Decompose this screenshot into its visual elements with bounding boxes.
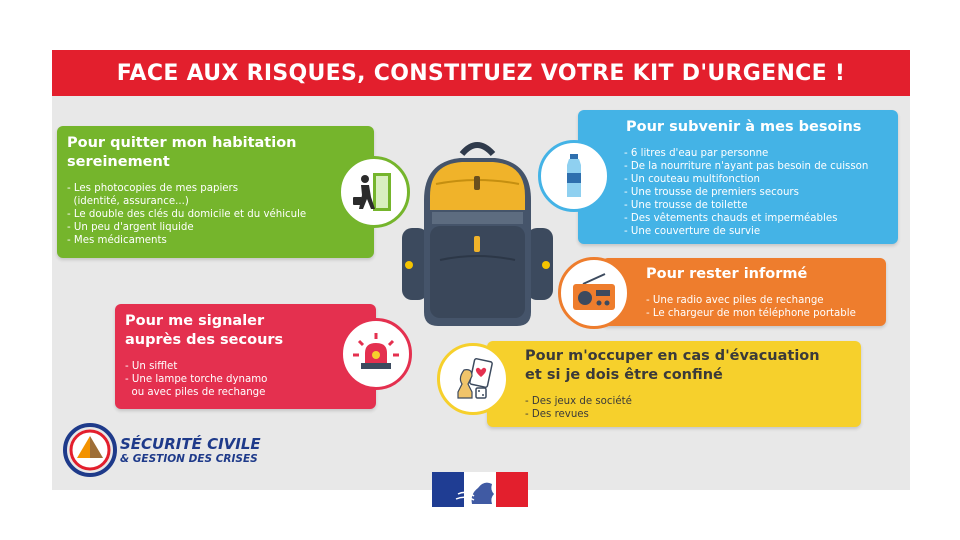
list-item: - Le double des clés du domicile et du véhicule <box>67 209 307 220</box>
list-item: - Une radio avec piles de rechange <box>646 295 824 306</box>
card-signal-rescue <box>115 304 376 409</box>
list-item: - 6 litres d'eau par personne <box>624 148 769 159</box>
marianne-emblem <box>432 472 528 507</box>
person-leaving-door-icon <box>338 156 410 228</box>
card-list <box>646 294 872 320</box>
list-item: - Des vêtements chauds et imperméables <box>624 213 838 224</box>
list-item: - Une trousse de toilette <box>624 200 748 211</box>
card-list <box>624 147 884 238</box>
card-title: Pour rester informé <box>646 266 808 282</box>
logo-line-2: & GESTION DES CRISES <box>120 453 258 465</box>
card-leave-home <box>57 126 374 258</box>
list-item: - Des revues <box>525 409 589 420</box>
card-list <box>525 395 847 421</box>
card-stay-busy <box>487 341 861 427</box>
logo-wordmark <box>120 436 261 465</box>
list-item: - Une lampe torche dynamo <box>125 374 268 385</box>
card-stay-informed <box>602 258 886 326</box>
list-item: ou avec piles de rechange <box>125 387 266 398</box>
list-item: - Une couverture de survie <box>624 226 761 237</box>
card-list <box>67 182 364 247</box>
board-games-icon <box>437 343 509 415</box>
card-title: Pour m'occuper en cas d'évacuation et si je dois être confiné <box>525 348 820 383</box>
list-item: - Un couteau multifonction <box>624 174 760 185</box>
card-title: Pour subvenir à mes besoins <box>626 119 862 135</box>
card-list <box>125 360 366 399</box>
list-item: - Mes médicaments <box>67 235 167 246</box>
list-item: (identité, assurance...) <box>67 196 189 207</box>
water-bottle-icon <box>538 140 610 212</box>
radio-icon <box>558 257 630 329</box>
siren-light-icon <box>340 318 412 390</box>
backpack-icon <box>400 140 555 330</box>
page-title: FACE AUX RISQUES, CONSTITUEZ VOTRE KIT D'URGENCE ! <box>52 50 910 96</box>
list-item: - Un sifflet <box>125 361 178 372</box>
list-item: - Le chargeur de mon téléphone portable <box>646 308 856 319</box>
list-item: - Une trousse de premiers secours <box>624 187 799 198</box>
list-item: - Des jeux de société <box>525 396 632 407</box>
card-basic-needs <box>578 110 898 244</box>
list-item: - Un peu d'argent liquide <box>67 222 194 233</box>
card-title: Pour me signaler auprès des secours <box>125 313 284 348</box>
list-item: - Les photocopies de mes papiers <box>67 183 239 194</box>
list-item: - De la nourriture n'ayant pas besoin de cuisson <box>624 161 869 172</box>
card-title: Pour quitter mon habitation sereinement <box>67 135 297 170</box>
logo-line-1: SÉCURITÉ CIVILE <box>120 435 261 453</box>
